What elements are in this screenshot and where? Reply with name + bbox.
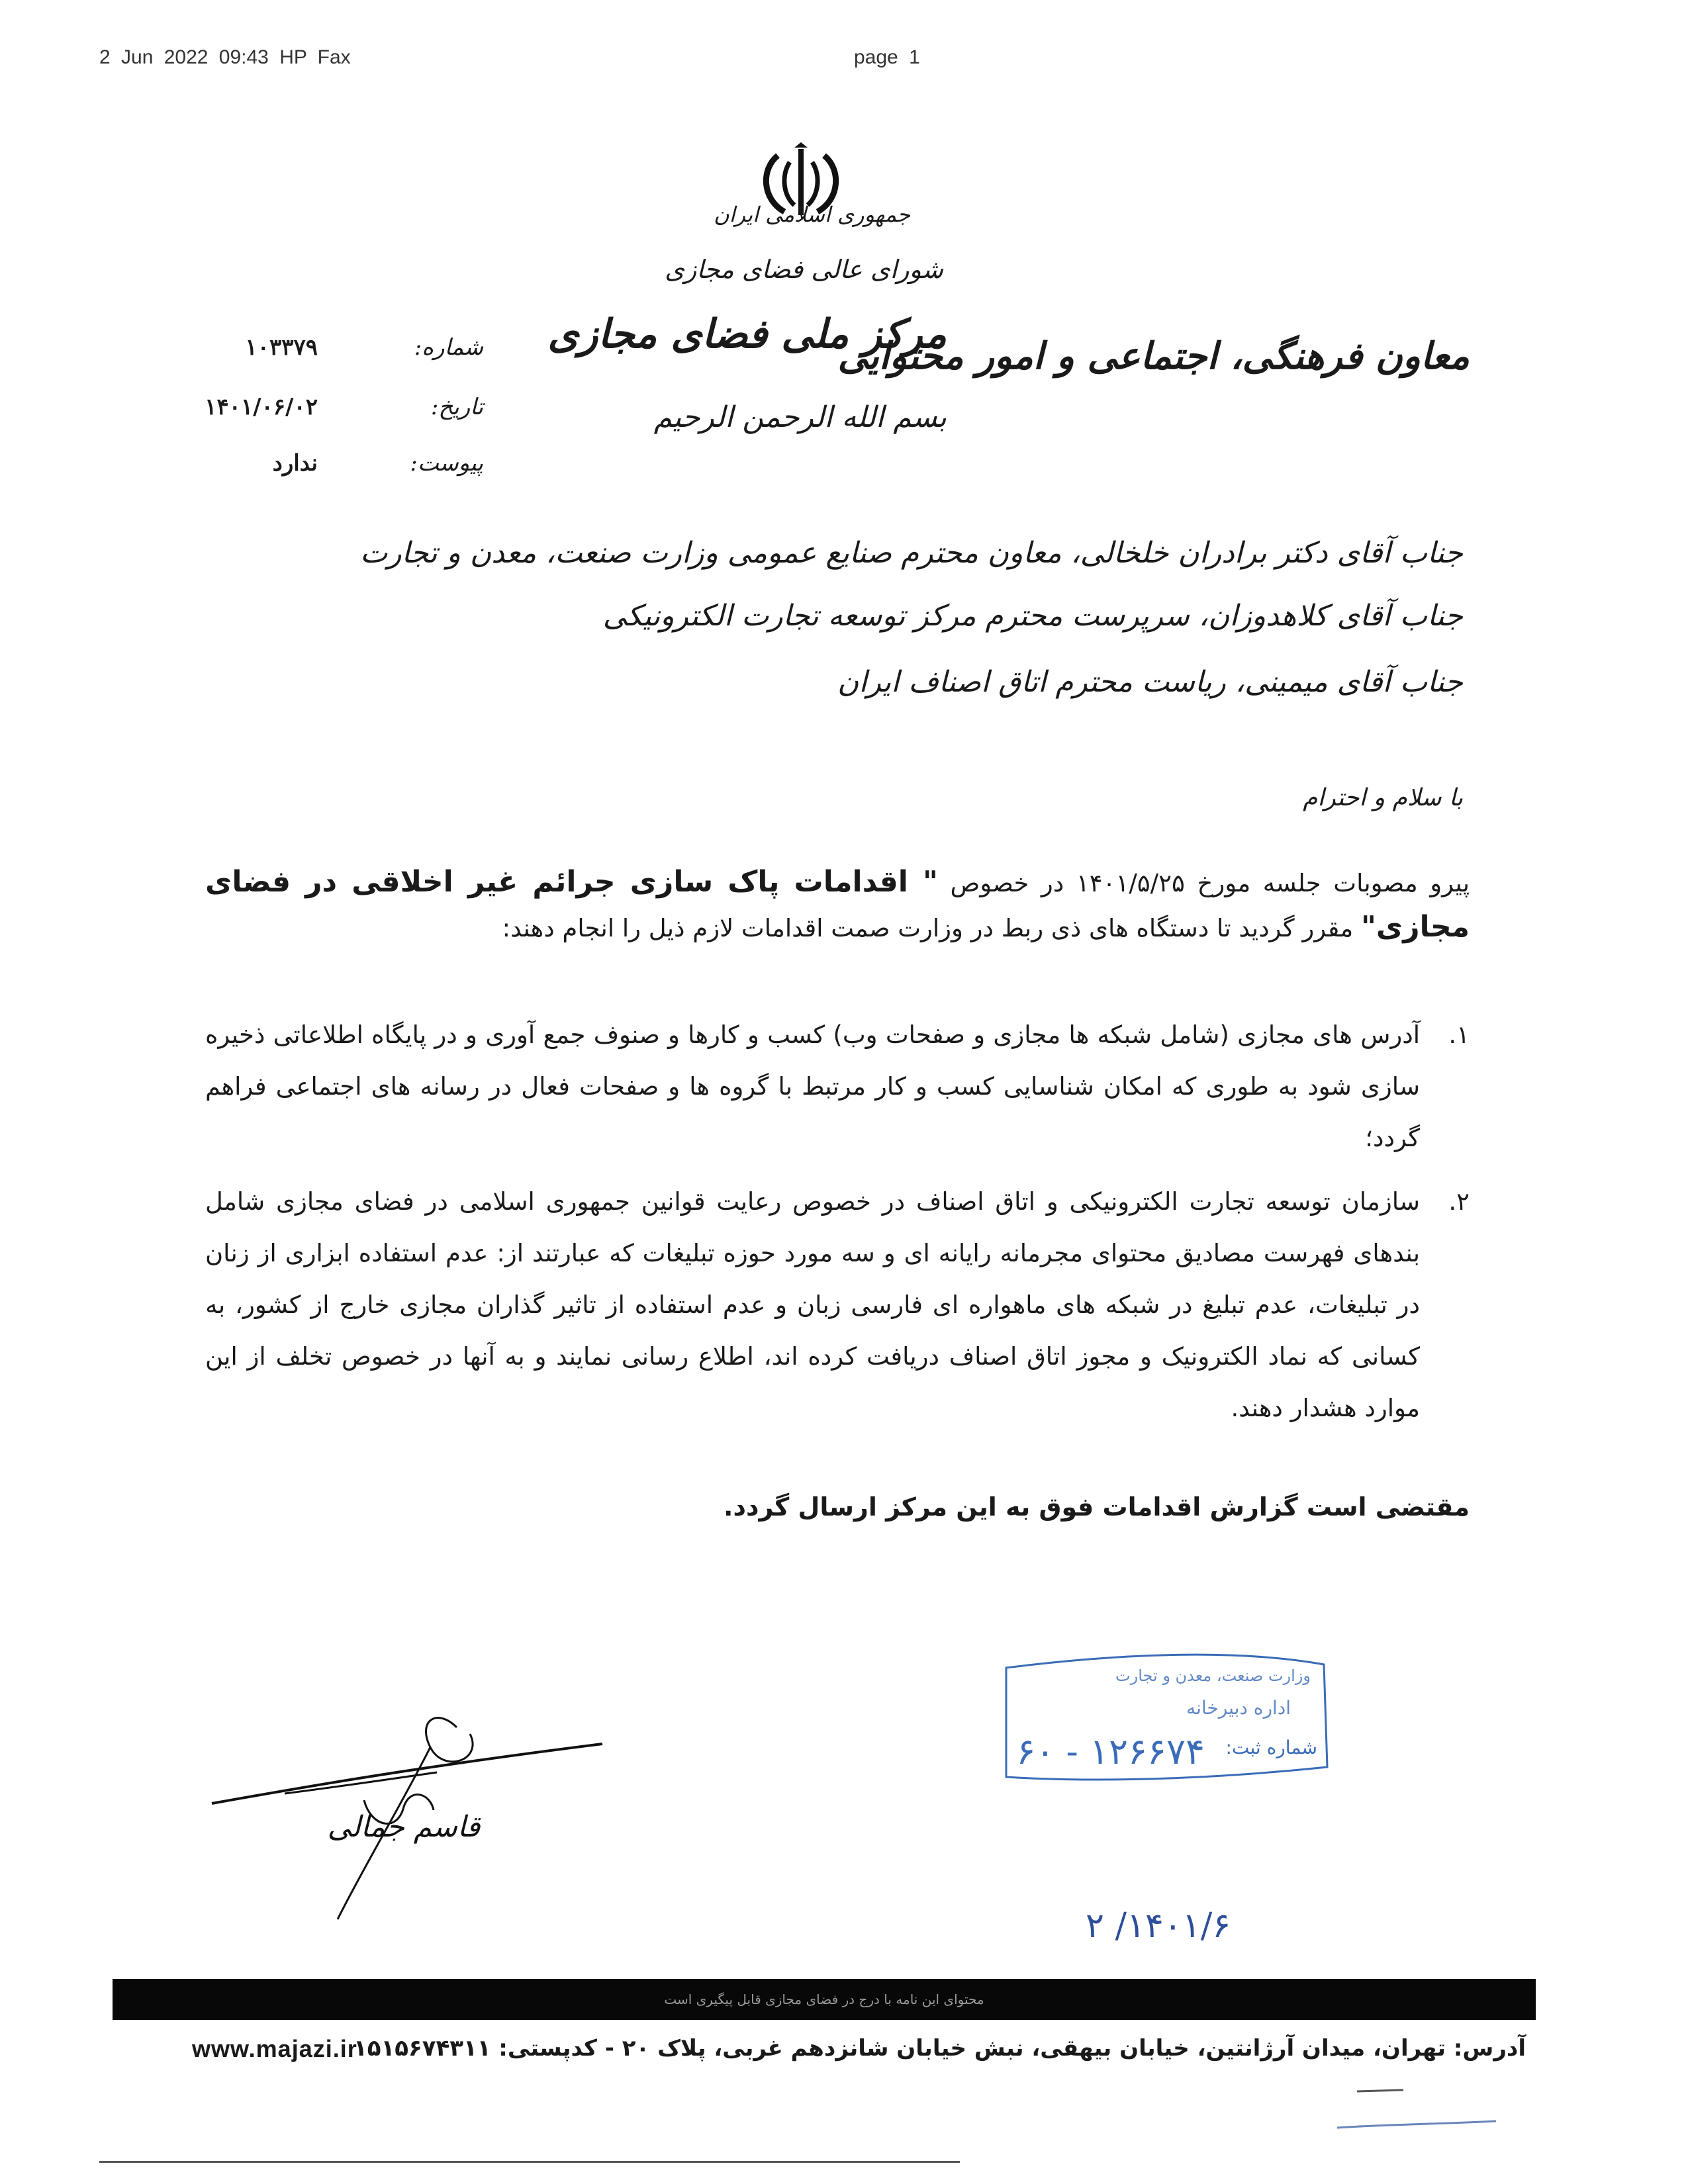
intro-suffix: مقرر گردید تا دستگاه های ذی ربط در وزارت صمت اقدامات لازم ذیل را انجام دهند: — [502, 914, 1354, 942]
number-value: ۱۰۳۳۷۹ — [245, 334, 318, 361]
department-title: معاون فرهنگی، اجتماعی و امور محتوایی — [837, 334, 1470, 378]
fax-header-left: 2 Jun 2022 09:43 HP Fax — [99, 46, 351, 68]
date-label: تاریخ: — [430, 394, 483, 420]
body-intro — [205, 860, 1470, 950]
date-value: ۱۴۰۱/۰۶/۰۲ — [205, 394, 318, 420]
pen-stroke-mark — [1331, 2078, 1529, 2144]
action-items — [205, 1009, 1470, 1446]
number-label: شماره: — [414, 334, 483, 361]
item-text: آدرس های مجازی (شامل شبکه ها مجازی و صفحات وب) کسب و کارها و صنوف جمع آوری و در پایگاه اطلاعاتی ذخیره سازی شود به طوری که امکان شناسایی کسب و کار مرتبط با گروه ها و صفحات فعال در رسانه های اجتماعی فراهم گردد؛ — [205, 1021, 1420, 1152]
svg-text:اداره دبیرخانه: اداره دبیرخانه — [1186, 1697, 1291, 1719]
bismillah: بسم الله الرحمن الرحیم — [653, 400, 947, 434]
attachment-value: ندارد — [272, 450, 318, 477]
svg-text:۱۲۶۶۷۴ - ۶۰: ۱۲۶۶۷۴ - ۶۰ — [1016, 1731, 1205, 1772]
svg-text:وزارت صنعت، معدن و تجارت: وزارت صنعت، معدن و تجارت — [1115, 1666, 1311, 1685]
footer-website: www.majazi.ir — [192, 2035, 357, 2062]
registration-stamp — [980, 1641, 1337, 1794]
subject: " اقدامات پاک سازی جرائم غیر اخلاقی در فضای مجازی" — [205, 865, 1470, 944]
letterhead-council: شورای عالی فضای مجازی — [665, 255, 943, 284]
handwritten-date: ۱۴۰۱/۶/ ۲ — [1086, 1906, 1231, 1946]
signature-image — [205, 1694, 629, 1933]
letterhead-center: مرکز ملی فضای مجازی — [547, 311, 947, 357]
fax-header-page: page 1 — [854, 46, 920, 68]
footer-address: آدرس: تهران، میدان آرژانتین، خیابان بیهقی، نبش خیابان شانزدهم غربی، پلاک ۲۰ - کدپستی: ۱۵۱۵۶۷۴۳۱۱ — [353, 2035, 1526, 2062]
list-item — [205, 1176, 1470, 1434]
closing-text: مقتضی است گزارش اقدامات فوق به این مرکز ارسال گردد. — [724, 1492, 1470, 1522]
intro-prefix: پیرو مصوبات جلسه مورخ ۱۴۰۱/۵/۲۵ در خصوص — [950, 869, 1470, 897]
footer-bar: محتوای این نامه با درج در فضای مجازی قابل پیگیری است — [113, 1979, 1536, 2020]
list-item — [205, 1009, 1470, 1164]
attachment-label: پیوست: — [410, 450, 483, 477]
greeting: با سلام و احترام — [1303, 784, 1463, 811]
item-number: ۲. — [1448, 1187, 1470, 1216]
page-edge-line — [99, 2161, 960, 2163]
svg-text:شماره ثبت:: شماره ثبت: — [1225, 1737, 1317, 1758]
recipient-1: جناب آقای دکتر برادران خلخالی، معاون محترم صنایع عمومی وزارت صنعت، معدن و تجارت — [359, 536, 1463, 570]
letterhead-country: جمهوری اسلامی ایران — [714, 202, 910, 227]
recipient-2: جناب آقای کلاهدوزان، سرپرست محترم مرکز توسعه تجارت الکترونیکی — [602, 599, 1463, 633]
recipient-3: جناب آقای میمینی، ریاست محترم اتاق اصناف ایران — [837, 665, 1463, 699]
svg-text:قاسم جمالی: قاسم جمالی — [327, 1810, 481, 1844]
letter-meta — [0, 0, 1688, 503]
item-text: سازمان توسعه تجارت الکترونیکی و اتاق اصناف در خصوص رعایت قوانین جمهوری اسلامی در فضای مجازی شامل بندهای فهرست مصادیق محتوای مجرمانه رایانه ای و سه مورد حوزه تبلیغات که عبارتند از: عدم استفاده ابزاری از زنان در تبلیغات، عدم تبلیغ در شبکه های ماهواره ای فارسی زبان و عدم استفاده از تاثیر گذاران مجازی خارج از کشور، به کسانی که نماد الکترونیک و مجوز اتاق اصناف دریافت کرده اند، اطلاع رسانی نمایند و به آنها در خصوص تخلف از این موارد هشدار دهند. — [205, 1187, 1420, 1422]
item-number: ۱. — [1448, 1021, 1470, 1049]
